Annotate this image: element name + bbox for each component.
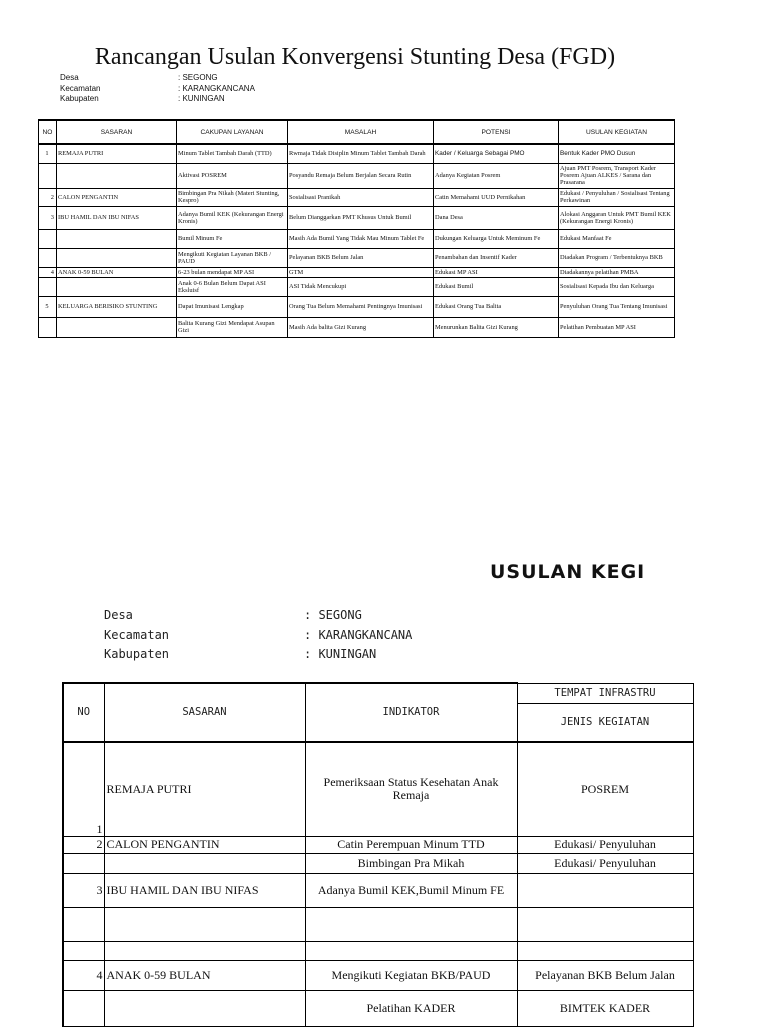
cell-jenis: BIMTEK KADER — [517, 990, 693, 1026]
cell-no: 2 — [63, 836, 104, 853]
cell-masalah: Masih Ada balita Gizi Kurang — [288, 317, 434, 337]
cell-sasaran — [104, 853, 305, 873]
cell-indikator: Catin Perempuan Minum TTD — [305, 836, 517, 853]
cell-sasaran — [104, 907, 305, 941]
cell-no — [63, 907, 104, 941]
cell-usulan: Edukasi Manfaat Fe — [559, 229, 675, 248]
cell-potensi: Kader / Keluarga Sebagai PMO — [434, 144, 559, 163]
cell-indikator: Pemeriksaan Status Kesehatan Anak Remaja — [305, 742, 517, 836]
cell-potensi: Edukasi Orang Tua Balita — [434, 296, 559, 317]
cell-indikator: Mengikuti Kegiatan BKB/PAUD — [305, 960, 517, 990]
cell-potensi: Edukasi MP ASI — [434, 267, 559, 277]
cell-usulan: Pelatihan Pembuatan MP ASI — [559, 317, 675, 337]
cell-usulan: Alokasi Anggaran Untuk PMT Bumil KEK (Kekurangan Energi Kronis) — [559, 206, 675, 229]
cell-masalah: Sosialisasi Pranikah — [288, 188, 434, 206]
meta-label: Kecamatan — [104, 627, 170, 642]
meta-kecamatan — [60, 84, 255, 95]
meta-label: Desa — [104, 608, 133, 622]
location-info-2 — [104, 606, 412, 665]
table-row — [63, 941, 693, 960]
table-row — [39, 144, 675, 163]
meta-label: Kabupaten — [104, 647, 170, 661]
cell-potensi: Menurunkan Balita Gizi Kurang — [434, 317, 559, 337]
cell-cakupan: Mengikuti Kegiatan Layanan BKB / PAUD — [177, 248, 288, 267]
table-row — [63, 907, 693, 941]
cell-cakupan: 6-23 bulan mendapat MP ASI — [177, 267, 288, 277]
cell-sasaran: ANAK 0-59 BULAN — [57, 267, 177, 277]
cell-cakupan: Bimbingan Pra Nikah (Materi Stunting, Kespro) — [177, 188, 288, 206]
header-tempat: TEMPAT INFRASTRU — [517, 683, 693, 703]
cell-usulan: Penyuluhan Orang Tua Tentang Imunisasi — [559, 296, 675, 317]
cell-no — [39, 229, 57, 248]
cell-usulan: Diadakannya pelatihan PMBA — [559, 267, 675, 277]
cell-usulan: Sosialisasi Kepada Ibu dan Keluarga — [559, 277, 675, 296]
cell-cakupan: Anak 0-6 Bulan Belum Dapat ASI Eksluisf — [177, 277, 288, 296]
meta-value: : KUNINGAN — [304, 647, 377, 661]
table-row — [63, 836, 693, 853]
cell-indikator: Bimbingan Pra Mikah — [305, 853, 517, 873]
cell-no: 3 — [39, 206, 57, 229]
cell-potensi: Edukasi Bumil — [434, 277, 559, 296]
cell-usulan: Ajuan PMT Posrem, Transport Kader Posrem Ajuan ALKES / Sarana dan Prasarana — [559, 163, 675, 188]
cell-no — [63, 990, 104, 1026]
cell-potensi: Catin Memahami UUD Pernikahan — [434, 188, 559, 206]
header-potensi: POTENSI — [434, 120, 559, 144]
table-row — [39, 317, 675, 337]
cell-usulan: Bentuk Kader PMO Dusun — [559, 144, 675, 163]
usulan-table — [62, 682, 694, 1027]
table-header-row — [63, 683, 693, 703]
cell-sasaran — [104, 990, 305, 1026]
meta-kabupaten — [104, 645, 412, 665]
cell-sasaran — [57, 163, 177, 188]
cell-jenis: Pelayanan BKB Belum Jalan — [517, 960, 693, 990]
table-row — [63, 873, 693, 907]
cell-jenis — [517, 941, 693, 960]
cell-sasaran — [104, 941, 305, 960]
table-row — [63, 853, 693, 873]
table-row — [39, 188, 675, 206]
cell-no — [39, 317, 57, 337]
cell-sasaran: IBU HAMIL DAN IBU NIFAS — [57, 206, 177, 229]
header-sasaran: SASARAN — [57, 120, 177, 144]
cell-sasaran: CALON PENGANTIN — [57, 188, 177, 206]
cell-no: 3 — [63, 873, 104, 907]
cell-sasaran — [57, 248, 177, 267]
cell-no — [39, 163, 57, 188]
cell-sasaran: REMAJA PUTRI — [104, 742, 305, 836]
cell-usulan: Edukasi / Penyuluhan / Sosialisasi Tentang Perkawinan — [559, 188, 675, 206]
cell-no — [39, 277, 57, 296]
cell-cakupan: Balita Kurang Gizi Mendapat Asupan Gizi — [177, 317, 288, 337]
meta-label: Kecamatan — [60, 83, 101, 93]
cell-no: 1 — [39, 144, 57, 163]
cell-potensi: Penambahan dan Insentif Kader — [434, 248, 559, 267]
table-header-row — [39, 120, 675, 144]
cell-jenis: POSREM — [517, 742, 693, 836]
cell-no: 5 — [39, 296, 57, 317]
cell-no: 2 — [39, 188, 57, 206]
fgd-table — [38, 119, 675, 338]
cell-cakupan: Aktivasi POSREM — [177, 163, 288, 188]
table-row — [39, 277, 675, 296]
cell-indikator: Pelatihan KADER — [305, 990, 517, 1026]
header-indikator: INDIKATOR — [305, 683, 517, 742]
cell-jenis: Edukasi/ Penyuluhan — [517, 836, 693, 853]
cell-sasaran: IBU HAMIL DAN IBU NIFAS — [104, 873, 305, 907]
table-row — [39, 229, 675, 248]
cell-no — [63, 853, 104, 873]
header-no: NO — [63, 683, 104, 742]
cell-sasaran: CALON PENGANTIN — [104, 836, 305, 853]
cell-sasaran: ANAK 0-59 BULAN — [104, 960, 305, 990]
cell-masalah: Posyandu Remaja Belum Berjalan Secara Rutin — [288, 163, 434, 188]
cell-no: 1 — [63, 742, 104, 836]
cell-sasaran: REMAJA PUTRI — [57, 144, 177, 163]
meta-label: Desa — [60, 73, 79, 82]
meta-value: : KARANGKANCANA — [304, 627, 413, 642]
cell-jenis — [517, 907, 693, 941]
cell-potensi: Dana Desa — [434, 206, 559, 229]
header-jenis: JENIS KEGIATAN — [517, 703, 693, 742]
cell-cakupan: Minum Tablet Tambah Darah (TTD) — [177, 144, 288, 163]
meta-label: Kabupaten — [60, 94, 99, 103]
cell-masalah: Pelayanan BKB Belum Jalan — [288, 248, 434, 267]
table-row — [39, 267, 675, 277]
meta-desa — [104, 606, 412, 626]
cell-cakupan: Adanya Bumil KEK (Kekurangan Energi Kronis) — [177, 206, 288, 229]
cell-no: 4 — [39, 267, 57, 277]
cell-indikator — [305, 907, 517, 941]
cell-jenis — [517, 873, 693, 907]
cell-masalah: Rwmaja Tidak Disiplin Minum Tablet Tambah Darah — [288, 144, 434, 163]
table-row — [63, 742, 693, 836]
table-row — [63, 960, 693, 990]
meta-value: : SEGONG — [304, 608, 362, 622]
meta-kecamatan — [104, 626, 412, 646]
table-row — [39, 163, 675, 188]
cell-masalah: Belum Dianggarkan PMT Khusus Untuk Bumil — [288, 206, 434, 229]
cell-sasaran: KELUARGA BERISIKO STUNTING — [57, 296, 177, 317]
table-row — [39, 206, 675, 229]
cell-potensi: Adanya Kegiatan Posrem — [434, 163, 559, 188]
cell-sasaran — [57, 317, 177, 337]
cell-cakupan: Dapat Imunisasi Lengkap — [177, 296, 288, 317]
header-usulan: USULAN KEGIATAN — [559, 120, 675, 144]
table-row — [39, 248, 675, 267]
meta-value: : KUNINGAN — [178, 94, 225, 103]
header-cakupan: CAKUPAN LAYANAN — [177, 120, 288, 144]
meta-value: : SEGONG — [178, 73, 218, 82]
cell-usulan: Diadakan Program / Terbentuknya BKB — [559, 248, 675, 267]
cell-sasaran — [57, 229, 177, 248]
cell-indikator — [305, 941, 517, 960]
cell-indikator: Adanya Bumil KEK,Bumil Minum FE — [305, 873, 517, 907]
cell-masalah: ASI Tidak Mencukupi — [288, 277, 434, 296]
page-title: Rancangan Usulan Konvergensi Stunting Desa (FGD) — [94, 44, 616, 70]
cell-masalah: GTM — [288, 267, 434, 277]
meta-value: : KARANGKANCANA — [178, 83, 255, 93]
cell-no: 4 — [63, 960, 104, 990]
header-masalah: MASALAH — [288, 120, 434, 144]
header-sasaran: SASARAN — [104, 683, 305, 742]
cell-no — [63, 941, 104, 960]
table-row — [63, 990, 693, 1026]
cell-masalah: Orang Tua Belum Memahami Pentingnya Imunisasi — [288, 296, 434, 317]
cell-no — [39, 248, 57, 267]
cell-sasaran — [57, 277, 177, 296]
cell-cakupan: Bumil Minum Fe — [177, 229, 288, 248]
meta-desa — [60, 73, 255, 84]
location-info — [60, 73, 255, 105]
section-title: USULAN KEGI — [490, 561, 646, 583]
cell-masalah: Masih Ada Bumil Yang Tidak Mau Minum Tablet Fe — [288, 229, 434, 248]
meta-kabupaten — [60, 94, 255, 105]
cell-jenis: Edukasi/ Penyuluhan — [517, 853, 693, 873]
header-no: NO — [39, 120, 57, 144]
cell-potensi: Dukungan Keluarga Untuk Meminum Fe — [434, 229, 559, 248]
table-row — [39, 296, 675, 317]
